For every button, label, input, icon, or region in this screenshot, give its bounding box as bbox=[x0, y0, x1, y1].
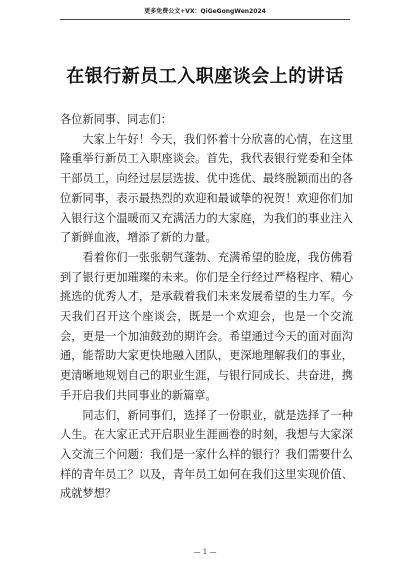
paragraph-1: 大家上午好！今天，我们怀着十分欣喜的心情，在这里隆重举行新员工入职座谈会。首先，我代表银行党委和全体干部员工，向经过层层选拔、优中选优、最终脱颖而出的各位新同事，表示最热烈的欢迎和最诚挚的祝贺！欢迎你们加入银行这个温暖而又充满活力的大家庭，为我们的事业注入了新鲜血液，增添了新的力量。 bbox=[60, 132, 353, 245]
paragraph-2: 看着你们一张张朝气蓬勃、充满希望的脸庞，我仿佛看到了银行更加璀璨的未来。你们是全行经过严格程序、精心挑选的优秀人才，是承载着我们未来发展希望的生力军。今天我们召开这个座谈会，既是一个欢迎会，也是一个交流会，更是一个加油鼓劲的期许会。希望通过今天的面对面沟通，能帮助大家更快地融入团队，更深地理解我们的事业，更清晰地规划自己的职业生涯，与银行同成长、共奋进，携手开启我们共同事业的新篇章。 bbox=[60, 250, 353, 402]
document-body bbox=[60, 110, 353, 504]
page-number: — 1 — bbox=[193, 548, 217, 556]
document-title: 在银行新员工入职座谈会上的讲话 bbox=[66, 66, 344, 87]
salutation: 各位新同事、同志们： bbox=[60, 113, 172, 126]
header-divider bbox=[60, 19, 350, 20]
header-note: 更多免费公文+VX：QiGeGongWen2024 bbox=[144, 8, 266, 15]
paragraph-3: 同志们，新同事们，选择了一份职业，就是选择了一种人生。在大家正式开启职业生涯画卷的时刻，我想与大家深入交流三个问题：我们是一家什么样的银行？我们需要什么样的青年员工？以及，青年员工如何在我们这里实现价值、成就梦想？ bbox=[60, 408, 353, 501]
